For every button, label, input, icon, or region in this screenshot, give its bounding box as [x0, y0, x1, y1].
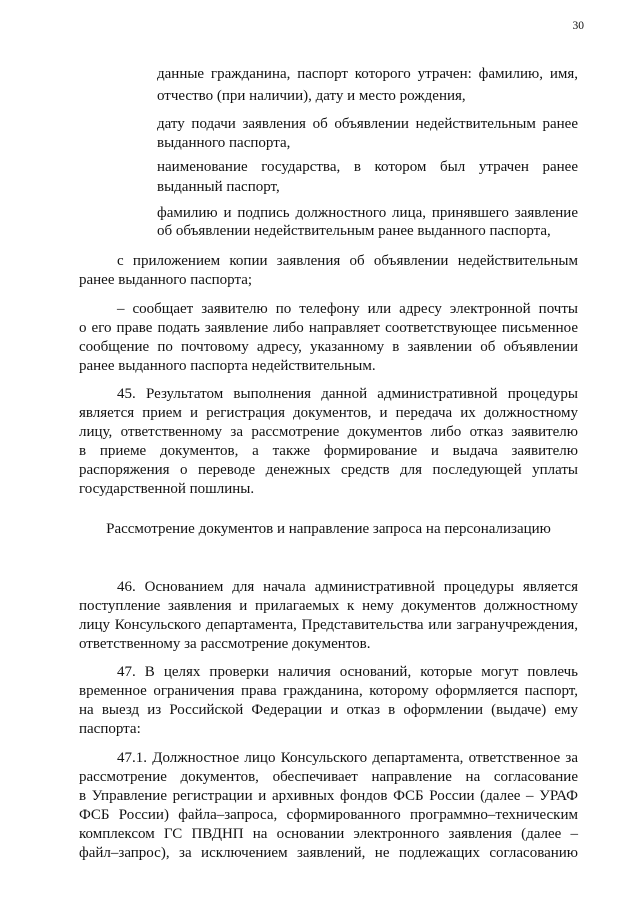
p45-line-5: распоряжения о переводе денежных средств для последующей уплаты [79, 462, 578, 478]
informs-line-1: – сообщает заявителю по телефону или адресу электронной почты [117, 301, 578, 317]
p47-1-line-3: в Управление регистрации и архивных фондов ФСБ России (далее – УРАФ [79, 788, 578, 804]
attachment-line-1: с приложением копии заявления об объявлении недействительным [117, 253, 578, 269]
sub-item-1-line-2: отчество (при наличии), дату и место рождения, [157, 88, 466, 104]
p45-line-2: является прием и регистрация документов, и передача их должностному [79, 405, 578, 421]
p47-line-2: временное ограничения права гражданина, которому оформляется паспорт, [79, 683, 578, 699]
attachment-line-2: ранее выданного паспорта; [79, 272, 253, 288]
p45-line-1: 45. Результатом выполнения данной административной процедуры [117, 386, 578, 402]
sub-item-1-line-1: данные гражданина, паспорт которого утрачен: фамилию, имя, [157, 66, 578, 82]
sub-item-2-line-2: выданного паспорта, [157, 135, 291, 151]
sub-item-3-line-1: наименование государства, в котором был утрачен ранее [157, 159, 578, 175]
p45-line-3: лицу, ответственному за рассмотрение документов либо отказ заявителю [79, 424, 578, 440]
p46-line-4: ответственному за рассмотрение документов. [79, 636, 371, 652]
p46-line-2: поступление заявления и прилагаемых к нему документов должностному [79, 598, 578, 614]
p46-line-3: лицу Консульского департамента, Представительства или загранучреждения, [79, 617, 578, 633]
informs-line-4: ранее выданного паспорта недействительным. [79, 358, 376, 374]
informs-line-3: сообщение по почтовому адресу, указанному в заявлении об объявлении [79, 339, 578, 355]
sub-item-2-line-1: дату подачи заявления об объявлении недействительным ранее [157, 116, 578, 132]
p46-line-1: 46. Основанием для начала административной процедуры является [117, 579, 578, 595]
p47-line-4: паспорта: [79, 721, 141, 737]
p47-1-line-6: файл–запрос), за исключением заявлений, не подлежащих согласованию [79, 845, 578, 861]
p47-1-line-1: 47.1. Должностное лицо Консульского департамента, ответственное за [117, 750, 578, 766]
p45-line-6: государственной пошлины. [79, 481, 255, 497]
sub-item-4-line-1: фамилию и подпись должностного лица, принявшего заявление [157, 205, 578, 221]
section-heading: Рассмотрение документов и направление запроса на персонализацию [106, 521, 551, 537]
p47-1-line-4: ФСБ России) файла–запроса, сформированного программно–техническим [79, 807, 578, 823]
p47-line-1: 47. В целях проверки наличия оснований, которые могут повлечь [117, 664, 578, 680]
p47-line-3: на выезд из Российской Федерации и отказ в оформлении (выдаче) ему [79, 702, 578, 718]
p47-1-line-2: рассмотрение документов, обеспечивает направление на согласование [79, 769, 578, 785]
p47-1-line-5: комплексом ГС ПВДНП на основании электронного заявления (далее – [79, 826, 578, 842]
sub-item-3-line-2: выданный паспорт, [157, 179, 280, 195]
sub-item-4-line-2: об объявлении недействительным ранее выданного паспорта, [157, 223, 551, 239]
informs-line-2: о его праве подать заявление либо направляет соответствующее письменное [79, 320, 578, 336]
p45-line-4: в приеме документов, а также формирование и выдача заявителю [79, 443, 578, 459]
page-number: 30 [572, 20, 584, 32]
